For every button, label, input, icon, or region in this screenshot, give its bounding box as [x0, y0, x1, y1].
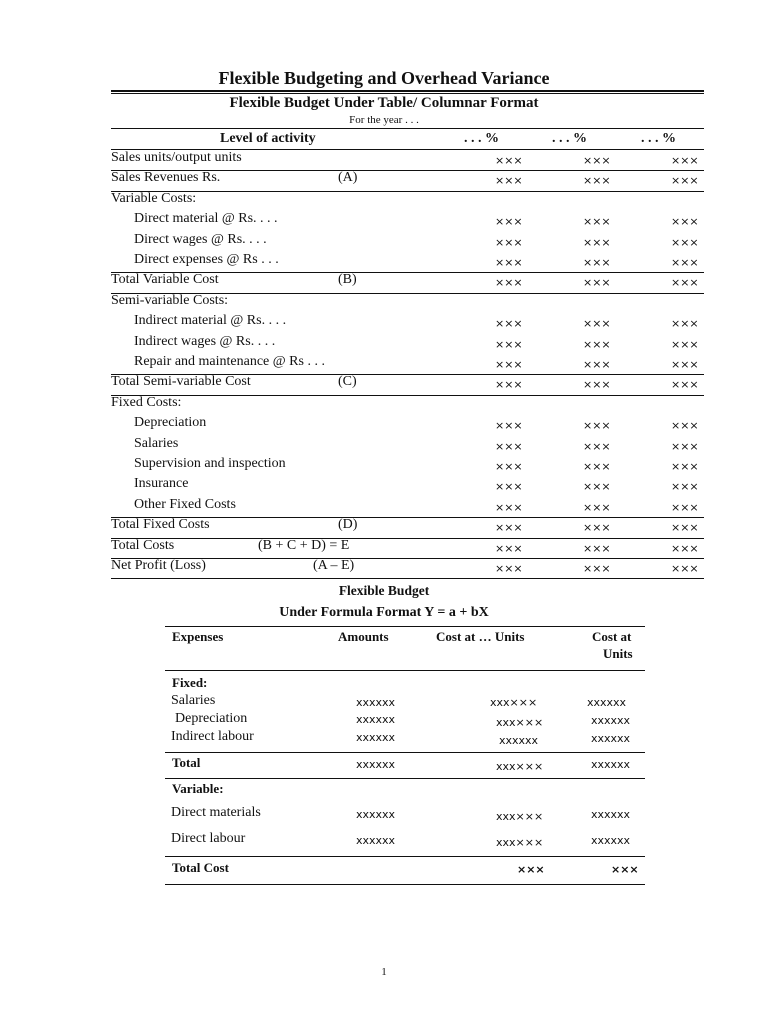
row-value-col-1: ×××: [495, 500, 523, 514]
row-value-col-2: ×××: [583, 337, 611, 351]
row-value-col-3: ×××: [671, 419, 699, 433]
table2-variable-divider: [165, 856, 645, 857]
variable-row-cost-at: xxxxxx: [591, 834, 631, 847]
fixed-row-amount: xxxxxx: [356, 713, 396, 726]
row-value-col-2: ×××: [583, 541, 611, 555]
row-label: Total Variable Cost: [111, 272, 219, 288]
variable-row-cost-at-units: xxx×××: [496, 810, 544, 823]
document-title: Flexible Budgeting and Overhead Variance: [218, 68, 550, 88]
row-value-col-3: ×××: [671, 174, 699, 188]
header-cost-at-units: Cost at … Units: [436, 629, 525, 644]
row-label: Fixed Costs:: [111, 394, 182, 410]
row-value-col-1: ×××: [495, 256, 523, 269]
row-value-col-2: ×××: [583, 215, 611, 229]
fixed-row-label: Indirect labour: [171, 729, 254, 744]
row-value-col-2: ×××: [583, 419, 611, 433]
row-reference: (A – E): [313, 558, 355, 573]
row-value-col-3: ×××: [671, 317, 699, 331]
row-value-col-1: ×××: [495, 317, 523, 331]
row-label: Total Semi-variable Cost: [111, 374, 251, 390]
row-label: Direct wages @ Rs. . . .: [134, 231, 267, 247]
row-value-col-3: ×××: [671, 541, 699, 555]
row-value-col-3: ×××: [671, 460, 699, 473]
row-value-col-1: ×××: [495, 562, 523, 575]
row-value-col-2: ×××: [583, 439, 611, 453]
row-value-col-1: ×××: [495, 419, 523, 433]
row-reference: (B + C + D) = E: [258, 537, 350, 553]
header-activity-col-2: . . . %: [552, 131, 587, 146]
fixed-row-label: Depreciation: [175, 711, 248, 726]
row-value-col-3: ×××: [671, 358, 699, 371]
header-amounts: Amounts: [338, 629, 389, 644]
row-value-col-3: ×××: [671, 439, 699, 453]
row-label: Indirect wages @ Rs. . . .: [134, 333, 276, 349]
row-reference: (D): [338, 517, 358, 533]
variable-row-cost-at: xxxxxx: [591, 808, 631, 821]
row-label: Variable Costs:: [111, 190, 197, 206]
row-label: Depreciation: [134, 415, 207, 431]
total-row-label: Total: [172, 755, 201, 770]
row-label: Sales Revenues Rs.: [111, 170, 221, 186]
row-value-col-1: ×××: [495, 460, 523, 473]
variable-row-amount: xxxxxx: [356, 834, 396, 847]
row-value-col-3: ×××: [671, 276, 699, 290]
row-value-col-2: ×××: [583, 500, 611, 514]
row-value-col-2: ×××: [583, 521, 611, 535]
row-value-col-2: ×××: [583, 562, 611, 575]
row-value-col-1: ×××: [495, 337, 523, 351]
row-label: Indirect material @ Rs. . . .: [134, 313, 287, 329]
fixed-row-cost-at-units: xxxxxx: [499, 734, 539, 747]
table2-title: Flexible Budget: [338, 583, 430, 598]
row-value-col-2: ×××: [583, 480, 611, 494]
row-value-col-3: ×××: [671, 154, 699, 167]
row-label: Sales units/output units: [111, 150, 242, 165]
row-value-col-2: ×××: [583, 276, 611, 290]
fixed-section-label: Fixed:: [172, 675, 208, 690]
row-value-col-1: ×××: [495, 378, 523, 392]
header-units: Units: [603, 646, 633, 661]
row-value-col-1: ×××: [495, 154, 523, 167]
row-value-col-1: ×××: [495, 358, 523, 371]
row-value-col-2: ×××: [583, 256, 611, 269]
row-value-col-3: ×××: [671, 215, 699, 229]
row-value-col-3: ×××: [671, 235, 699, 249]
header-activity-col-1: . . . %: [464, 131, 499, 146]
fixed-row-cost-at: xxxxxx: [591, 732, 631, 745]
row-value-col-2: ×××: [583, 154, 611, 167]
row-value-col-1: ×××: [495, 541, 523, 555]
table2-bottom-border: [165, 884, 645, 885]
table2-fixed-divider: [165, 752, 645, 753]
variable-section-label: Variable:: [172, 781, 224, 796]
total-cost-label: Total Cost: [172, 860, 229, 875]
table1-subtitle: Flexible Budget Under Table/ Columnar Format: [229, 95, 539, 111]
row-label: Repair and maintenance @ Rs . . .: [134, 354, 325, 369]
row-value-col-3: ×××: [671, 521, 699, 535]
row-value-col-1: ×××: [495, 439, 523, 453]
page-number: 1: [381, 966, 387, 978]
row-value-col-2: ×××: [583, 378, 611, 392]
total-row-cost-at-units: xxx×××: [496, 760, 544, 773]
row-value-col-1: ×××: [495, 521, 523, 535]
variable-row-cost-at-units: xxx×××: [496, 836, 544, 849]
variable-row-label: Direct labour: [171, 831, 246, 846]
fixed-row-cost-at-units: xxx×××: [496, 716, 544, 729]
header-cost-at: Cost at: [592, 629, 632, 644]
total-cost-cost-at: ×××: [611, 863, 639, 876]
fixed-row-amount: xxxxxx: [356, 696, 396, 709]
variable-row-amount: xxxxxx: [356, 808, 396, 821]
fixed-row-cost-at: xxxxxx: [587, 696, 627, 709]
fixed-row-cost-at: xxxxxx: [591, 714, 631, 727]
row-value-col-1: ×××: [495, 480, 523, 494]
fixed-row-label: Salaries: [171, 693, 216, 708]
row-value-col-3: ×××: [671, 480, 699, 494]
row-value-col-1: ×××: [495, 276, 523, 290]
row-label: Total Costs: [111, 537, 175, 553]
total-row-amount: xxxxxx: [356, 758, 396, 771]
row-label: Net Profit (Loss): [111, 558, 206, 573]
fixed-row-amount: xxxxxx: [356, 731, 396, 744]
row-label: Insurance: [134, 476, 189, 492]
row-reference: (C): [338, 374, 357, 390]
row-value-col-3: ×××: [671, 562, 699, 575]
row-value-col-3: ×××: [671, 256, 699, 269]
row-label: Direct expenses @ Rs . . .: [134, 252, 279, 267]
row-label: Direct material @ Rs. . . .: [134, 211, 278, 227]
fixed-row-cost-at-units: xxx×××: [490, 696, 538, 709]
row-value-col-1: ×××: [495, 174, 523, 188]
row-value-col-2: ×××: [583, 235, 611, 249]
table2-formula-title: Under Formula Format Y = a + bX: [279, 605, 489, 620]
row-label: Total Fixed Costs: [111, 517, 210, 533]
table2-top-border: [165, 626, 645, 627]
for-the-year: For the year . . .: [349, 114, 419, 126]
table2-total-divider: [165, 778, 645, 779]
row-value-col-2: ×××: [583, 174, 611, 188]
row-reference: (A): [338, 170, 358, 186]
row-reference: (B): [338, 272, 357, 288]
row-value-col-3: ×××: [671, 337, 699, 351]
row-value-col-3: ×××: [671, 378, 699, 392]
row-value-col-2: ×××: [583, 358, 611, 371]
row-label: Supervision and inspection: [134, 456, 286, 471]
row-value-col-3: ×××: [671, 500, 699, 514]
total-cost-cost-at-units: ×××: [517, 863, 545, 876]
row-label: Semi-variable Costs:: [111, 292, 229, 308]
row-value-col-1: ×××: [495, 235, 523, 249]
row-value-col-1: ×××: [495, 215, 523, 229]
table2-header-border: [165, 670, 645, 671]
variable-row-label: Direct materials: [171, 805, 261, 820]
header-expenses: Expenses: [172, 629, 224, 644]
row-value-col-2: ×××: [583, 460, 611, 473]
total-row-cost-at: xxxxxx: [591, 758, 631, 771]
row-label: Other Fixed Costs: [134, 496, 236, 512]
header-activity-col-3: . . . %: [641, 131, 676, 146]
row-label: Salaries: [134, 435, 179, 451]
header-level-of-activity: Level of activity: [220, 131, 316, 146]
row-value-col-2: ×××: [583, 317, 611, 331]
